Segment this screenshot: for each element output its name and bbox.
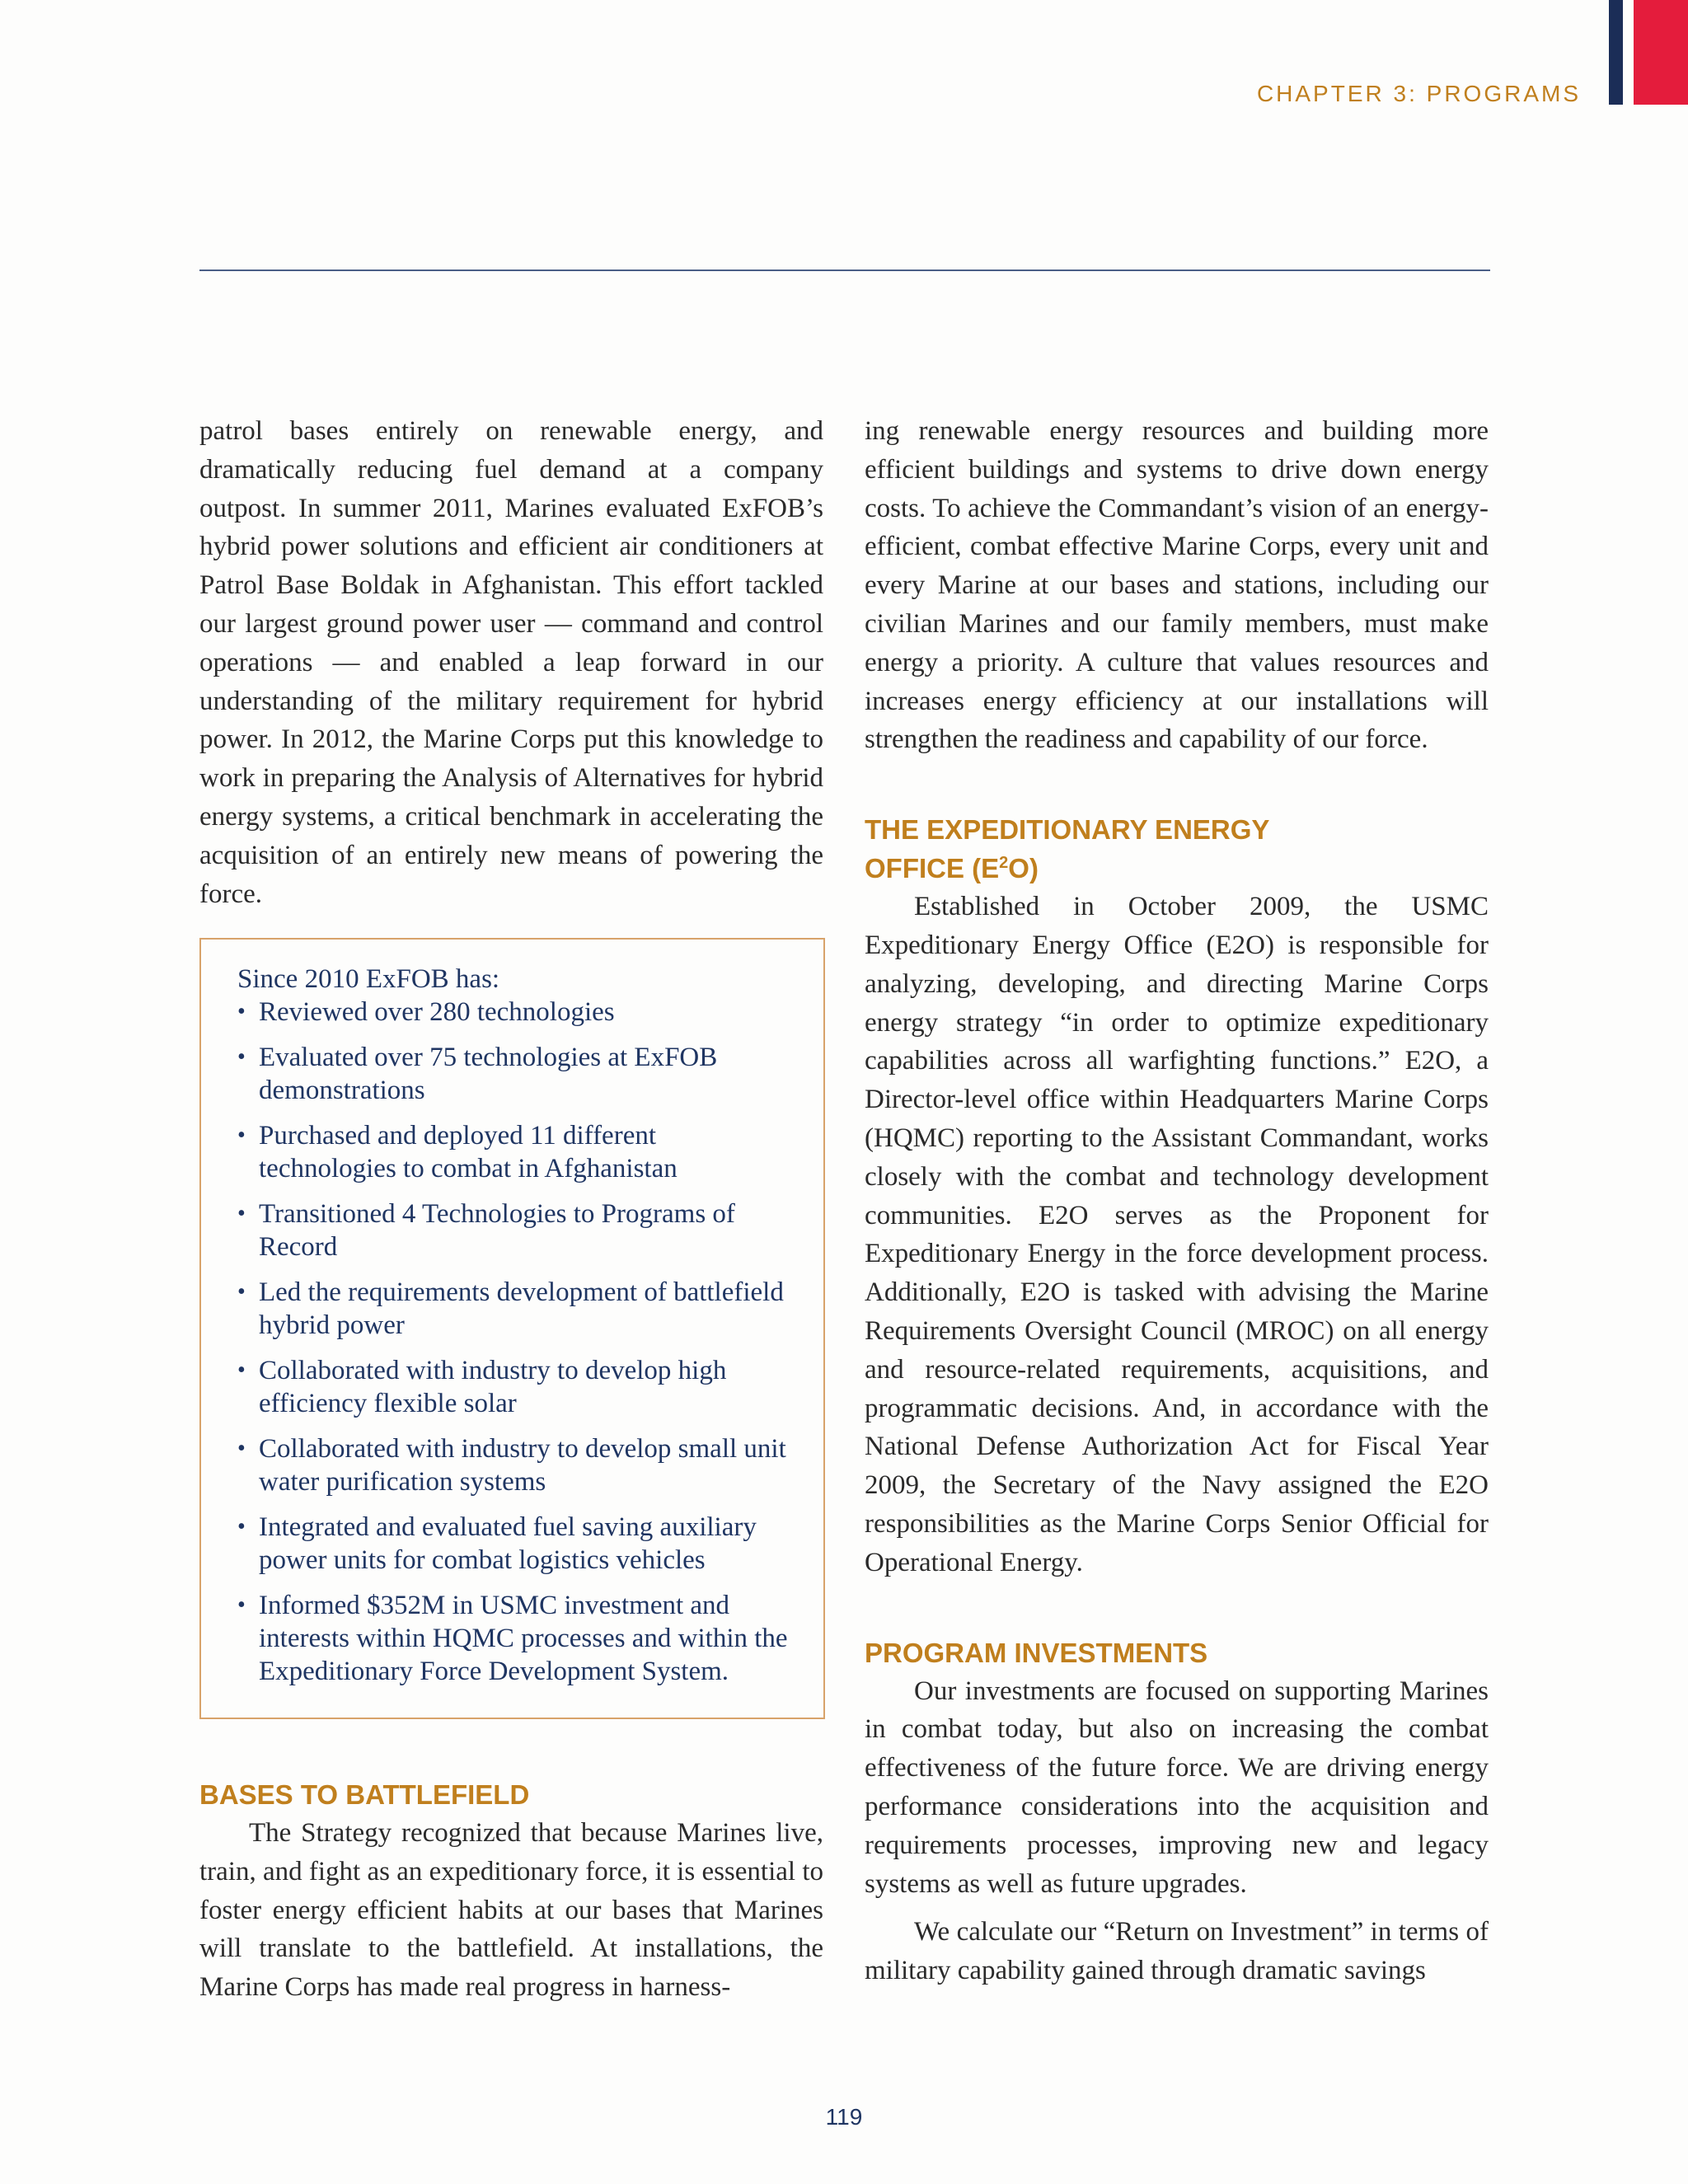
investments-paragraph-1: Our investments are focused on supporting Marines in combat today, but also on increasing the combat effectiveness of the future force. We are driving energy performance considerations into the acquisition and requirements processes, improving new and legacy systems as well as future upgrades. [865,1675,1489,1899]
bullet-icon: • [237,1044,246,1070]
list-item: • Collaborated with industry to develop high efficiency flexible solar [237,1356,727,1418]
bullet-icon: • [237,1357,246,1383]
bullet-icon: • [237,1201,246,1226]
list-item: • Reviewed over 280 technologies [237,997,615,1027]
bullet-icon: • [237,1122,246,1148]
list-item: • Integrated and evaluated fuel saving auxiliary power units for combat logistics vehicles [237,1512,757,1575]
intro-paragraph: patrol bases entirely on renewable energy, and dramatically reducing fuel demand at a company outpost. In summer 2011, Marines evaluated ExFOB’s hybrid power solutions and efficient air conditioners at Patrol Base Boldak in Afghanistan. This effort tackled our largest ground power user — command and control operations — and enabled a leap forward in our understanding of the military requirement for hybrid power. In 2012, the Marine Corps put this knowledge to work in preparing the Analysis of Alternatives for hybrid energy systems, a critical benchmark in accelerating the acquisition of an entirely new means of powering the force. [199,416,823,909]
e2o-paragraph: Established in October 2009, the USMC Expeditionary Energy Office (E2O) is responsible for analyzing, developing, and directing Marine Corps energy strategy “in order to optimize expeditionary capabilities across all warfighting functions.” E2O, a Director-level office within Headquarters Marine Corps (HQMC) reporting to the Assistant Commandant, works closely with the combat and technology development communities. E2O serves as the Proponent for Expeditionary Energy in the force development process. Additionally, E2O is tasked with advising the Marine Requirements Oversight Council (MROC) on all energy and resource-related requirements, acquisitions, and programmatic decisions. And, in accordance with the National Defense Authorization Act for Fiscal Year 2009, the Secretary of the Navy assigned the E2O responsibilities as the Marine Corps Senior Official for Operational Energy. [865,892,1489,1577]
list-item: • Purchased and deployed 11 different technologies to combat in Afghanistan [237,1121,678,1183]
bullet-icon: • [237,999,246,1024]
left-column [199,412,823,913]
flag-stripe-red [1634,0,1688,105]
list-item: • Led the requirements development of battlefield hybrid power [237,1277,784,1340]
continuation-paragraph: ing renewable energy resources and building more efficient buildings and systems to drive down energy costs. To achieve the Commandant’s vision of an energy-efficient, combat effective Marine Corps, every unit and every Marine at our bases and stations, including our civilian Marines and our family members, must make energy a priority. A culture that values resources and increases energy efficiency at our installations will strengthen the readiness and capability of our force. [865,416,1489,755]
chapter-header: CHAPTER 3: PROGRAMS [1256,81,1581,106]
list-item: • Evaluated over 75 technologies at ExFOB demonstrations [237,1043,718,1105]
bullet-icon: • [237,1279,246,1305]
bases-paragraph: The Strategy recognized that because Marines live, train, and fight as an expeditionary force, it is essential to foster energy efficient habits at our bases that Marines will translate to the battlefield. At installations, the Marine Corps has made real progress in harness- [199,1818,823,2003]
investments-heading: PROGRAM INVESTMENTS [865,1637,1208,1668]
list-item: • Collaborated with industry to develop small unit water purification systems [237,1434,786,1497]
page-number: 119 [825,2104,863,2130]
bullet-icon: • [237,1436,246,1461]
header-rule [199,269,1490,271]
bullet-icon: • [237,1514,246,1540]
e2o-heading: THE EXPEDITIONARY ENERGY OFFICE $(E^2O)$ [865,814,1270,884]
sidebar-lead: Since 2010 ExFOB has: [237,964,500,994]
sidebar-list [237,996,799,1688]
bases-section [199,1775,823,2007]
bases-heading: BASES TO BATTLEFIELD [199,1779,530,1810]
exfob-sidebar-box [199,938,825,1719]
right-column [865,412,1489,1990]
flag-stripe-blue [1609,0,1623,105]
bullet-icon: • [237,1592,246,1618]
list-item: • Informed $352M in USMC investment and interests within HQMC processes and within the Expeditionary Force Development System. [237,1591,788,1686]
investments-paragraph-2: We calculate our “Return on Investment” in terms of military capability gained through dramatic savings [865,1917,1489,1986]
list-item: • Transitioned 4 Technologies to Programs of Record [237,1199,735,1262]
